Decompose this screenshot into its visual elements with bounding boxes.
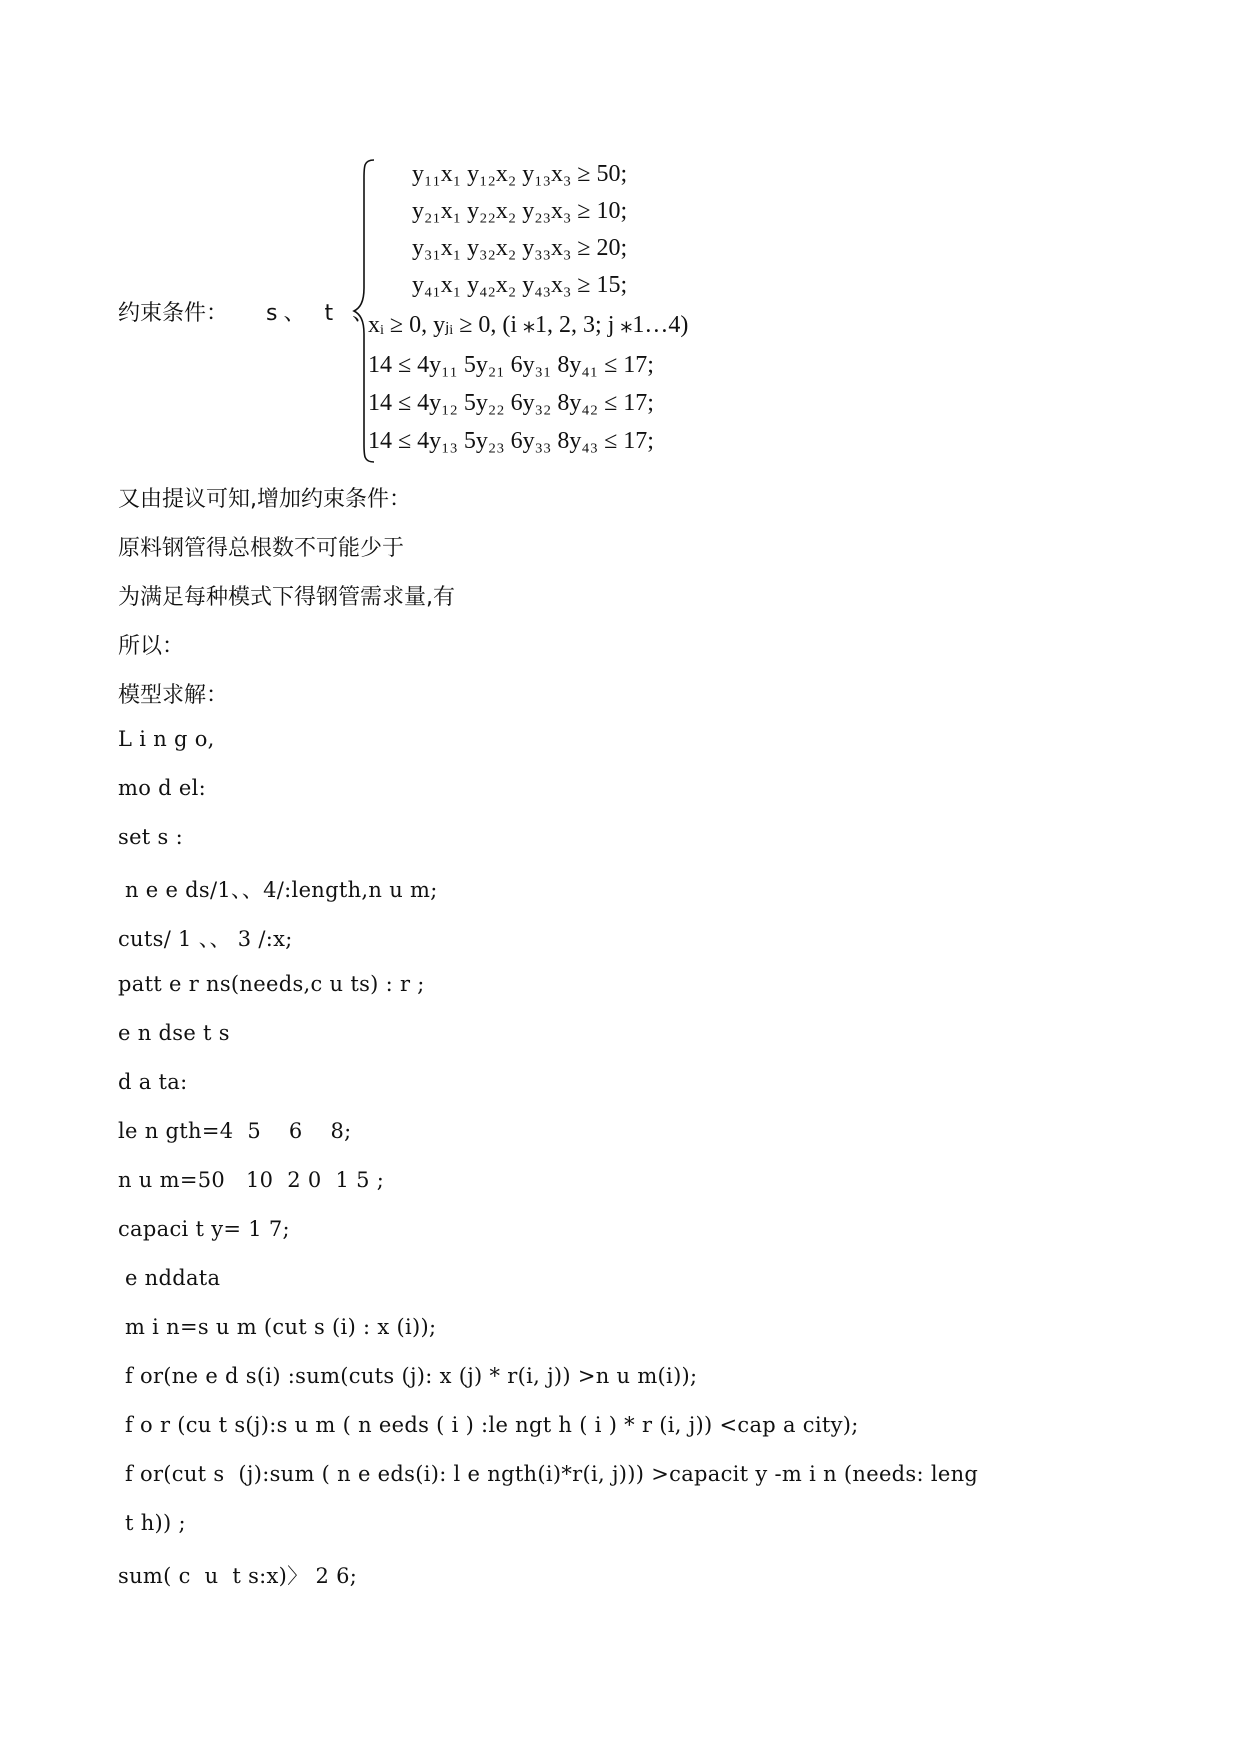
code-line-10: n u m=50 10 2 0 1 5 ; (118, 1168, 385, 1192)
st-label: s、 t 、 (266, 301, 381, 326)
code-line-9: le n gth=4 5 6 8; (118, 1119, 352, 1143)
code-line-13: m i n=s u m (cut s (i) : x (i)); (118, 1315, 437, 1339)
equation-row-3: y₃₁x₁ y₃₂x₂ y₃₃x₃ ≥ 20; (412, 235, 628, 261)
code-line-6: patt e r ns(needs,c u ts) : r ; (118, 972, 425, 996)
code-line-2: mo d el: (118, 776, 206, 800)
equation-row-5: xᵢ ≥ 0, yⱼᵢ ≥ 0, (i ⁎1, 2, 3; j ⁎1…4) (368, 312, 689, 338)
code-line-14: f or(ne e d s(i) :sum(cuts (j): x (j) * r(i, j)) >n u m(i)); (118, 1364, 698, 1388)
equation-row-7: 14 ≤ 4y₁₂ 5y₂₂ 6y₃₂ 8y₄₂ ≤ 17; (368, 390, 654, 416)
code-line-16: f or(cut s (j):sum ( n e eds(i): l e ngth(i)*r(i, j))) >capacit y -m i n (needs: leng (118, 1462, 979, 1486)
code-line-15: f o r (cu t s(j):s u m ( n eeds ( i ) :le ngt h ( i ) * r (i, j)) <cap a city); (118, 1413, 859, 1437)
text-line-2: 原料钢管得总根数不可能少于 (118, 536, 405, 561)
equation-row-2: y₂₁x₁ y₂₂x₂ y₂₃x₃ ≥ 10; (412, 198, 628, 224)
text-line-4: 所以： (118, 634, 185, 659)
code-line-1: L i n g o, (118, 727, 215, 751)
code-line-18: sum( c u t s:x)〉 2 6; (118, 1564, 358, 1588)
equation-row-4: y₄₁x₁ y₄₂x₂ y₄₃x₃ ≥ 15; (412, 272, 628, 298)
code-line-7: e n dse t s (118, 1021, 230, 1045)
text-line-1: 又由提议可知,增加约束条件： (118, 487, 411, 512)
text-line-3: 为满足每种模式下得钢管需求量,有 (118, 585, 455, 610)
equation-row-6: 14 ≤ 4y₁₁ 5y₂₁ 6y₃₁ 8y₄₁ ≤ 17; (368, 352, 654, 378)
equation-row-8: 14 ≤ 4y₁₃ 5y₂₃ 6y₃₃ 8y₄₃ ≤ 17; (368, 428, 654, 454)
code-line-8: d a ta: (118, 1070, 188, 1094)
code-line-4: n e e ds/1、、4/:length,n u m; (118, 878, 438, 902)
code-line-3: set s : (118, 825, 183, 849)
text-line-5: 模型求解： (118, 683, 229, 708)
equation-row-1: y₁₁x₁ y₁₂x₂ y₁₃x₃ ≥ 50; (412, 161, 628, 187)
code-line-5: cuts/ 1 、、 3 /:x; (118, 927, 293, 951)
code-line-12: e nddata (118, 1266, 221, 1290)
constraint-label: 约束条件： (118, 301, 229, 326)
code-line-11: capaci t y= 1 7; (118, 1217, 290, 1241)
code-line-17: t h)) ; (118, 1511, 186, 1535)
